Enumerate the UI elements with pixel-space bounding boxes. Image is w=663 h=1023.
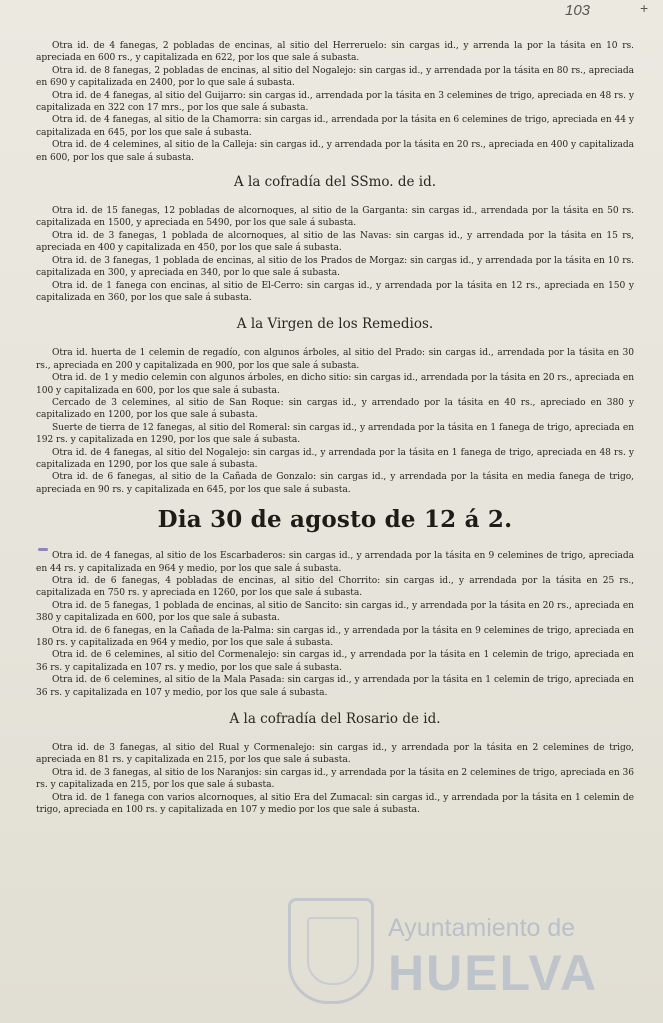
entry: Otra id. de 3 fanegas, 1 poblada de encinas, al sitio de los Prados de Morgaz: sin cargas id., y arrendada por la tásita en 10 rs. capitalizada en 300, y apreciada en 340, por lo que sale á subasta.: [36, 255, 634, 279]
entry: Otra id. de 3 fanegas, 1 poblada de alcornoques, al sitio de las Navas: sin cargas id., y arrendada por la tásita en 15 rs, apreciada en 400 y capitalizada en 450, por los que sale á subasta.: [36, 230, 634, 254]
entry: Otra id. de 1 y medio celemin con algunos árboles, en dicho sitio: sin cargas id., arrendada por la tásita en 20 rs., apreciada en 100 y capitalizada en 600, por los que sale á subasta.: [36, 373, 634, 396]
archive-watermark: [288, 880, 658, 1010]
entries-block-2: [36, 205, 634, 304]
entry: Otra id. de 3 fanegas, al sitio de los Naranjos: sin cargas id., y arrendada por la tásita en 2 celemines de trigo, apreciada en 36 rs. y capitalizada en 215, por los que sale á subasta.: [36, 767, 634, 791]
entry: Otra id. de 6 fanegas, en la Cañada de la-Palma: sin cargas id., y arrendada por la tásita en 9 celemines de trigo, apreciada en 180 rs. y capitalizada en 964 y medio, por los que sale á subasta.: [36, 625, 634, 649]
entry: Otra id. de 4 fanegas, al sitio de los Escarbaderos: sin cargas id., y arrendada por la tásita en 9 celemines de trigo, apreciada en 44 rs. y capitalizada en 964 y medio, por los que sale á subasta.: [36, 551, 634, 574]
section-heading-virgen-remedios: A la Virgen de los Remedios.: [236, 316, 434, 333]
entry: Otra id. de 15 fanegas, 12 pobladas de alcornoques, al sitio de la Garganta: sin cargas id., arrendada por la tásita en 50 rs. capitalizada en 1500, y apreciada en 5490, por los que sale á subasta.: [36, 206, 634, 229]
watermark-line-1: Ayuntamiento de: [388, 914, 576, 942]
entry: Otra id. de 6 celemines, al sitio del Cormenalejo: sin cargas id., y arrendada por la tásita en 1 celemin de trigo, apreciada en 36 rs. y capitalizada en 107 rs. y medio, por los que sale á subasta.: [36, 650, 634, 673]
entries-block-4: [36, 550, 634, 699]
entry: Otra id. de 1 fanega con varios alcornoques, al sitio Era del Zumacal: sin cargas id., y arrendada por la tásita en 1 celemin de trigo, apreciada en 100 rs. y capitalizada en 107 y medio por los que sale á subasta.: [36, 792, 634, 816]
entries-block-3: [36, 347, 634, 496]
page-mark: +: [640, 0, 649, 16]
entries-block-1: [36, 40, 634, 164]
entry: Otra id. de 4 fanegas, al sitio del Nogalejo: sin cargas id., y arrendada por la tásita en 1 fanega de trigo, apreciada en 48 rs. y capitalizada en 1290, por los que sale á subasta.: [36, 447, 634, 470]
entry: Suerte de tierra de 12 fanegas, al sitio del Romeral: sin cargas id., y arrendada por la tásita en 1 fanega de trigo, apreciada en 192 rs. y capitalizada en 1290, por los que sale á subasta.: [36, 422, 634, 446]
entry: Otra id. huerta de 1 celemin de regadío, con algunos árboles, al sitio del Prado: sin cargas id., arrendada por la tásita en 30 rs., apreciada en 200 y capitalizada en 900, por los que sale á subasta.: [36, 348, 634, 371]
ink-mark: [38, 548, 48, 551]
section-heading-cofradia-ssmo: A la cofradía del SSmo. de id.: [233, 174, 437, 191]
document-body: [36, 40, 634, 817]
entry: Otra id. de 6 fanegas, al sitio de la Cañada de Gonzalo: sin cargas id., y arrendada por la tásita en media fanega de trigo, apreciada en 90 rs. y capitalizada en 645, por los que sale á subasta.: [36, 472, 634, 495]
entry: Otra id. de 4 fanegas, 2 pobladas de encinas, al sitio del Herreruelo: sin cargas id., y arrenda la por la tásita en 10 rs. apreciada en 600 rs., y capitalizada en 622, por los que sale á subasta.: [36, 41, 634, 64]
page-number: 103: [565, 2, 591, 19]
entry: Otra id. de 4 celemines, al sitio de la Calleja: sin cargas id., y arrendada por la tásita en 20 rs., apreciada en 400 y capitalizada en 600, por los que sale á subasta.: [36, 140, 634, 163]
entry: Otra id. de 8 fanegas, 2 pobladas de encinas, al sitio del Nogalejo: sin cargas id., y arrendada por la tásita en 80 rs., apreciada en 690 y capitalizada en 2400, por lo que sale á subasta.: [36, 65, 634, 89]
entries-block-5: [36, 742, 634, 816]
entry: Otra id. de 6 fanegas, 4 pobladas de encinas, al sitio del Chorrito: sin cargas id., y arrendada por la tásita en 25 rs., capitalizada en 750 rs. y apreciada en 1260, por los que sale á subasta.: [36, 576, 634, 599]
watermark-line-2: HUELVA: [388, 945, 599, 1001]
entry: Otra id. de 4 fanegas, al sitio del Guijarro: sin cargas id., arrendada por la tásita en 3 celemines de trigo, apreciada en 48 rs. y capitalizada en 322 con 17 mrs., por los que sale á subasta.: [36, 90, 634, 114]
entry: Otra id. de 6 celemines, al sitio de la Mala Pasada: sin cargas id., y arrendada por la tásita en 1 celemin de trigo, apreciada en 36 rs. y capitalizada en 107 y medio, por los que sale á subasta.: [36, 675, 634, 698]
entry: Otra id. de 4 fanegas, al sitio de la Chamorra: sin cargas id., arrendada por la tásita en 6 celemines de trigo, apreciada en 44 y capitalizada en 645, por los que sale á subasta.: [36, 115, 634, 138]
section-heading-cofradia-rosario: A la cofradía del Rosario de id.: [229, 711, 441, 728]
entry: Otra id. de 3 fanegas, al sitio del Rual y Cormenalejo: sin cargas id., y arrendada por la tásita en 2 celemines de trigo, apreciada en 81 rs. y capitalizada en 215, por los que sale á subasta.: [36, 743, 634, 766]
entry: Otra id. de 5 fanegas, 1 poblada de encinas, al sitio de Sancito: sin cargas id., y arrendada por la tásita en 20 rs., apreciada en 380 y capitalizada en 600, por los que sale á subasta.: [36, 600, 634, 624]
entry: Cercado de 3 celemines, al sitio de San Roque: sin cargas id., y arrendado por la tásita en 40 rs., apreciado en 380 y capitalizado en 1200, por los que sale á subasta.: [36, 397, 634, 421]
day-heading: Dia 30 de agosto de 12 á 2.: [157, 506, 513, 534]
coat-of-arms-icon: [288, 898, 374, 1004]
entry: Otra id. de 1 fanega con encinas, al sitio de El-Cerro: sin cargas id., y arrendada por la tásita en 12 rs., apreciada en 150 y capitalizada en 360, por los que sale á subasta.: [36, 280, 634, 303]
shield-inner-icon: [307, 917, 359, 985]
